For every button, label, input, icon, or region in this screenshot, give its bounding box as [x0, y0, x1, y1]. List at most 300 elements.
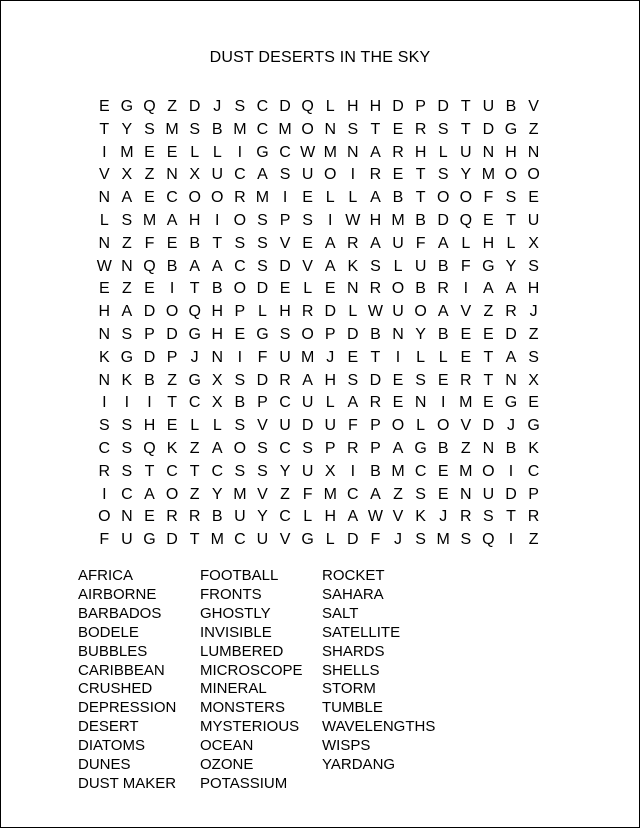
grid-letter: I [169, 280, 175, 298]
grid-letter: B [392, 189, 404, 207]
grid-letter: I [328, 211, 333, 229]
word-list-item: FOOTBALL [200, 567, 279, 584]
grid-letter: E [98, 98, 110, 115]
grid-letter: O [301, 325, 314, 343]
grid-letter: G [527, 417, 540, 435]
grid-letter: M [120, 143, 134, 161]
grid-letter: E [166, 417, 178, 435]
grid-letter: O [233, 211, 247, 229]
grid-letter: R [414, 120, 427, 138]
word-list-item: WAVELENGTHS [322, 718, 436, 736]
grid-letter: E [98, 280, 110, 298]
word-column-2 [200, 567, 322, 794]
grid-letter: N [98, 325, 111, 343]
grid-letter: E [437, 371, 449, 389]
grid-letter: S [121, 325, 133, 343]
grid-letter: A [347, 394, 359, 412]
word-list-item: BARBADOS [78, 604, 162, 622]
grid-letter: R [301, 303, 314, 321]
grid-letter: T [370, 120, 381, 138]
word-list-item: SHELLS [322, 661, 380, 679]
grid-letter: C [279, 143, 291, 161]
grid-letter: S [415, 485, 426, 503]
grid-letter: D [437, 98, 449, 115]
word-list-item: CARIBBEAN [78, 661, 165, 679]
grid-letter: P [234, 303, 246, 321]
grid-letter: M [142, 211, 157, 229]
grid-letter: O [436, 189, 450, 207]
grid-letter: T [460, 120, 471, 138]
grid-letter: E [347, 348, 359, 366]
grid-letter: K [98, 348, 110, 366]
grid-letter: A [324, 234, 336, 252]
grid-letter: Q [143, 439, 156, 457]
grid-letter: B [234, 394, 246, 412]
word-list-item: WISPS [322, 737, 371, 755]
grid-letter: C [188, 394, 201, 412]
word-list-item: MYSTERIOUS [200, 718, 300, 736]
grid-letter: S [528, 348, 539, 366]
grid-letter: V [460, 303, 472, 321]
grid-letter: B [370, 462, 381, 480]
grid-letter: S [279, 325, 291, 343]
grid-letter: H [414, 143, 427, 161]
grid-letter: L [325, 189, 335, 207]
word-list-item: MICROSCOPE [200, 661, 303, 679]
grid-letter: U [392, 234, 404, 252]
grid-letter: A [370, 189, 381, 207]
grid-letter: L [99, 211, 109, 229]
grid-letter: E [392, 166, 404, 184]
page-title: DUST DESERTS IN THE SKY [209, 49, 431, 66]
grid-letter: U [234, 508, 246, 526]
word-list-item: DUNES [78, 756, 131, 774]
grid-letter: H [211, 303, 224, 321]
grid-letter: Z [167, 371, 177, 389]
grid-letter: X [121, 166, 133, 184]
grid-letter: N [324, 120, 337, 138]
grid-letter: D [166, 325, 178, 343]
grid-letter: N [482, 143, 495, 161]
grid-letter: P [415, 98, 426, 115]
grid-letter: G [120, 348, 134, 366]
grid-letter: S [505, 189, 517, 207]
grid-letter: I [147, 394, 152, 412]
grid-letter: E [392, 120, 404, 138]
grid-letter: E [144, 189, 155, 207]
grid-letter: I [237, 348, 243, 366]
grid-letter: T [460, 98, 471, 115]
word-list-item: ROCKET [322, 567, 385, 584]
grid-letter: L [393, 257, 403, 275]
grid-letter: M [233, 120, 247, 138]
grid-letter: Q [301, 98, 314, 115]
grid-letter: A [370, 485, 381, 503]
grid-letter: V [528, 98, 539, 115]
grid-letter: E [166, 143, 178, 161]
word-list-item: YARDANG [322, 756, 396, 774]
grid-letter: Z [528, 120, 539, 138]
grid-letter: N [98, 371, 111, 389]
grid-letter: D [301, 417, 314, 435]
grid-letter: G [256, 143, 269, 161]
grid-letter: S [234, 234, 246, 252]
grid-letter: B [211, 508, 223, 526]
grid-letter: O [482, 462, 495, 480]
grid-letter: N [505, 371, 517, 389]
grid-letter: R [369, 166, 382, 184]
grid-letter: N [392, 325, 404, 343]
grid-letter: S [234, 98, 246, 115]
grid-letter: L [325, 98, 335, 115]
word-list-item: DEPRESSION [78, 699, 177, 717]
grid-letter: V [257, 485, 268, 503]
word-list-item: BUBBLES [78, 642, 148, 660]
grid-letter: Q [188, 303, 201, 321]
grid-letter: V [460, 417, 472, 435]
grid-letter: B [189, 234, 200, 252]
grid-letter: E [166, 234, 178, 252]
grid-letter: U [460, 143, 472, 161]
grid-letter: M [436, 531, 450, 549]
grid-letter: O [233, 280, 247, 298]
grid-letter: Q [459, 211, 473, 229]
grid-letter: R [279, 371, 291, 389]
grid-letter: B [166, 257, 178, 275]
grid-letter: D [166, 531, 178, 549]
grid-letter: S [415, 531, 426, 549]
grid-letter: O [504, 166, 518, 184]
word-list-item: FRONTS [200, 585, 262, 603]
grid-letter: N [482, 439, 495, 457]
grid-letter: M [210, 531, 224, 549]
grid-letter: L [212, 143, 222, 161]
grid-letter: O [211, 189, 224, 207]
grid-letter: J [506, 417, 515, 435]
grid-letter: Y [279, 462, 291, 480]
grid-letter: E [437, 462, 449, 480]
grid-letter: B [505, 98, 517, 115]
grid-letter: L [190, 417, 200, 435]
grid-letter: S [528, 257, 539, 275]
grid-letter: I [395, 348, 401, 366]
grid-letter: Z [393, 485, 403, 503]
grid-letter: I [440, 394, 446, 412]
grid-letter: A [483, 280, 494, 298]
grid-letter: P [324, 439, 336, 457]
grid-letter: T [212, 234, 223, 252]
grid-letter: W [367, 303, 383, 321]
grid-letter: T [189, 531, 200, 549]
grid-letter: A [302, 371, 313, 389]
grid-letter: S [121, 462, 133, 480]
grid-letter: O [459, 189, 473, 207]
grid-letter: N [414, 394, 427, 412]
grid-letter: A [347, 508, 359, 526]
grid-letter: N [347, 143, 359, 161]
grid-letter: J [529, 303, 538, 321]
grid-letter: H [482, 234, 495, 252]
grid-letter: E [144, 508, 155, 526]
grid-letter: N [166, 166, 178, 184]
grid-letter: J [213, 98, 222, 115]
grid-letter: U [527, 211, 540, 229]
word-list-item: BODELE [78, 623, 139, 641]
grid-letter: F [144, 234, 155, 252]
grid-letter: G [143, 531, 156, 549]
grid-letter: T [415, 189, 426, 207]
grid-letter: K [121, 371, 133, 389]
grid-letter: V [257, 417, 268, 435]
grid-letter: E [437, 485, 449, 503]
grid-letter: U [256, 531, 269, 549]
grid-letter: F [415, 234, 426, 252]
grid-letter: H [527, 280, 540, 298]
grid-letter: L [348, 189, 358, 207]
grid-letter: S [234, 462, 246, 480]
grid-letter: R [505, 303, 517, 321]
grid-letter: J [326, 348, 335, 366]
grid-letter: G [504, 394, 518, 412]
grid-letter: C [121, 485, 133, 503]
grid-letter: H [211, 325, 224, 343]
word-list-item: OZONE [200, 756, 254, 774]
grid-letter: S [234, 371, 246, 389]
grid-letter: K [415, 508, 426, 526]
grid-letter: A [437, 234, 449, 252]
grid-letter: S [302, 211, 313, 229]
grid-letter: A [121, 303, 133, 321]
grid-letter: L [190, 143, 200, 161]
grid-letter: E [528, 189, 539, 207]
grid-letter: I [350, 462, 356, 480]
grid-letter: E [460, 348, 472, 366]
grid-letter: U [301, 394, 314, 412]
grid-letter: O [324, 166, 337, 184]
grid-letter: D [256, 280, 269, 298]
grid-letter: C [234, 257, 246, 275]
grid-letter: L [325, 531, 335, 549]
grid-letter: E [324, 280, 336, 298]
grid-letter: Z [144, 166, 155, 184]
grid-letter: S [437, 166, 449, 184]
grid-letter: N [211, 348, 224, 366]
grid-letter: D [256, 371, 269, 389]
grid-letter: L [438, 143, 448, 161]
grid-letter: T [99, 120, 110, 138]
word-list-item: SAHARA [322, 585, 384, 603]
grid-letter: O [188, 189, 201, 207]
grid-letter: P [144, 325, 155, 343]
grid-letter: U [482, 485, 495, 503]
grid-letter: V [279, 531, 291, 549]
grid-letter: F [347, 417, 358, 435]
grid-letter: E [302, 234, 313, 252]
grid-letter: A [370, 143, 381, 161]
grid-letter: G [188, 371, 201, 389]
word-list-item: AFRICA [78, 567, 134, 584]
grid-letter: E [483, 325, 494, 343]
grid-letter: U [121, 531, 133, 549]
grid-letter: O [414, 303, 427, 321]
grid-letter: P [257, 394, 268, 412]
grid-letter: M [233, 485, 247, 503]
grid-letter: S [121, 439, 133, 457]
word-list-item: LUMBERED [200, 642, 284, 660]
word-list-item: POTASSIUM [200, 774, 288, 792]
grid-letter: T [506, 508, 516, 526]
grid-letter: D [392, 98, 404, 115]
grid-letter: I [237, 143, 243, 161]
grid-letter: B [415, 280, 426, 298]
grid-letter: M [391, 462, 405, 480]
grid-letter: L [506, 234, 516, 252]
grid-letter: Q [143, 257, 156, 275]
grid-letter: R [166, 508, 178, 526]
grid-letter: M [481, 166, 496, 184]
grid-letter: Z [460, 439, 471, 457]
grid-letter: X [189, 166, 200, 184]
grid-letter: W [367, 508, 383, 526]
grid-letter: A [121, 189, 133, 207]
grid-letter: D [347, 531, 359, 549]
grid-letter: Z [122, 280, 132, 298]
grid-letter: D [369, 371, 382, 389]
grid-letter: N [98, 234, 111, 252]
word-list-item: MINERAL [200, 680, 267, 698]
grid-letter: A [257, 166, 268, 184]
grid-letter: A [324, 257, 336, 275]
grid-letter: E [483, 211, 494, 229]
grid-letter: S [460, 531, 472, 549]
grid-letter: C [234, 166, 246, 184]
grid-letter: R [98, 462, 111, 480]
letter-grid [93, 96, 545, 552]
grid-letter: B [437, 325, 449, 343]
grid-letter: C [211, 462, 224, 480]
grid-letter: X [528, 234, 539, 252]
word-column-3 [322, 567, 472, 794]
word-list-item: SHARDS [322, 642, 385, 660]
grid-letter: E [234, 325, 246, 343]
grid-letter: G [301, 531, 314, 549]
grid-letter: U [301, 166, 314, 184]
grid-letter: R [347, 234, 359, 252]
grid-letter: D [143, 348, 156, 366]
grid-letter: L [348, 303, 358, 321]
grid-letter: Z [483, 303, 494, 321]
grid-letter: D [279, 98, 291, 115]
grid-letter: S [257, 257, 268, 275]
grid-letter: O [391, 417, 405, 435]
grid-letter: L [438, 348, 448, 366]
grid-letter: M [459, 394, 473, 412]
grid-letter: U [392, 303, 404, 321]
grid-letter: E [392, 371, 404, 389]
word-list-item: INVISIBLE [200, 623, 272, 641]
grid-letter: G [504, 120, 518, 138]
grid-letter: S [347, 120, 359, 138]
grid-letter: R [460, 508, 472, 526]
grid-letter: N [121, 508, 133, 526]
grid-letter: S [189, 120, 200, 138]
grid-letter: G [256, 325, 269, 343]
grid-letter: L [416, 348, 426, 366]
grid-letter: E [279, 280, 291, 298]
grid-letter: B [144, 371, 155, 389]
word-list-item: MONSTERS [200, 699, 286, 717]
grid-letter: D [505, 325, 517, 343]
grid-letter: M [255, 189, 270, 207]
grid-letter: O [165, 303, 179, 321]
grid-letter: C [414, 462, 427, 480]
grid-letter: S [415, 371, 426, 389]
grid-letter: O [436, 417, 450, 435]
grid-letter: A [370, 234, 381, 252]
grid-letter: R [347, 439, 359, 457]
grid-letter: O [301, 120, 314, 138]
grid-letter: H [188, 211, 201, 229]
grid-letter: I [102, 394, 107, 412]
grid-letter: I [124, 394, 130, 412]
grid-letter: V [392, 508, 404, 526]
word-list-item: GHOSTLY [200, 604, 271, 622]
grid-letter: N [347, 280, 359, 298]
grid-letter: T [189, 280, 200, 298]
grid-letter: F [460, 257, 471, 275]
grid-letter: G [120, 98, 134, 115]
grid-letter: N [460, 485, 472, 503]
grid-letter: T [415, 166, 426, 184]
grid-letter: A [505, 348, 517, 366]
word-list-item: CRUSHED [78, 680, 153, 698]
grid-letter: S [234, 417, 246, 435]
grid-letter: N [527, 143, 540, 161]
grid-letter: S [370, 257, 381, 275]
grid-letter: T [483, 371, 494, 389]
grid-letter: W [300, 143, 316, 161]
grid-letter: R [234, 189, 246, 207]
grid-letter: S [257, 211, 268, 229]
grid-letter: A [189, 257, 200, 275]
grid-letter: C [347, 485, 359, 503]
grid-letter: A [437, 303, 449, 321]
grid-letter: D [188, 98, 201, 115]
grid-letter: Z [280, 485, 290, 503]
grid-letter: E [144, 280, 155, 298]
grid-letter: R [188, 508, 201, 526]
grid-letter: T [144, 462, 155, 480]
grid-letter: O [165, 485, 179, 503]
grid-letter: B [415, 211, 426, 229]
word-list-item: DESERT [78, 718, 139, 736]
grid-letter: J [190, 348, 199, 366]
grid-letter: C [279, 439, 291, 457]
word-list-item: DIATOMS [78, 737, 145, 755]
grid-letter: R [460, 371, 472, 389]
grid-letter: U [279, 348, 291, 366]
grid-letter: H [505, 143, 517, 161]
grid-letter: Z [122, 234, 132, 252]
grid-letter: Y [211, 485, 223, 503]
grid-letter: P [324, 325, 336, 343]
word-list-item: SALT [322, 604, 359, 622]
grid-letter: H [324, 508, 337, 526]
grid-letter: G [414, 439, 427, 457]
grid-letter: R [369, 280, 382, 298]
grid-letter: L [303, 280, 313, 298]
grid-letter: B [437, 257, 449, 275]
